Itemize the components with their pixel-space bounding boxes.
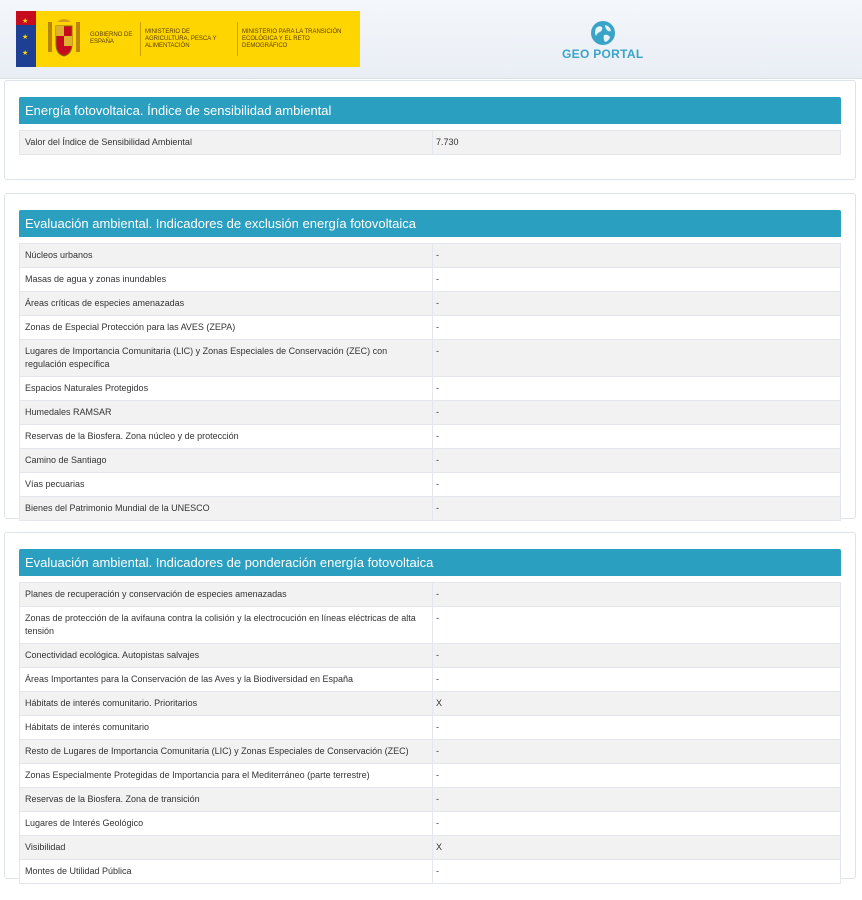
table-row: [20, 340, 841, 377]
row-value: -: [433, 607, 841, 644]
row-value: -: [433, 740, 841, 764]
row-value: X: [433, 692, 841, 716]
row-value: -: [433, 668, 841, 692]
row-value: -: [433, 497, 841, 521]
row-label: Montes de Utilidad Pública: [20, 860, 433, 884]
ministerio-transicion-label: MINISTERIO PARA LA TRANSICIÓN ECOLÓGICA Y EL RETO DEMOGRÁFICO: [237, 22, 356, 56]
table-row: [20, 377, 841, 401]
row-label: Reservas de la Biosfera. Zona de transición: [20, 788, 433, 812]
row-value: -: [433, 788, 841, 812]
data-table: [19, 243, 841, 521]
section-title: Energía fotovoltaica. Índice de sensibilidad ambiental: [19, 97, 841, 124]
table-row: [20, 316, 841, 340]
row-label: Hábitats de interés comunitario: [20, 716, 433, 740]
table-row: [20, 401, 841, 425]
row-value: -: [433, 268, 841, 292]
table-row: [20, 668, 841, 692]
row-value: X: [433, 836, 841, 860]
table-row: [20, 244, 841, 268]
section-title: Evaluación ambiental. Indicadores de ponderación energía fotovoltaica: [19, 549, 841, 576]
row-value: -: [433, 425, 841, 449]
row-value: -: [433, 244, 841, 268]
row-value: -: [433, 583, 841, 607]
row-label: Hábitats de interés comunitario. Prioritarios: [20, 692, 433, 716]
table-row: [20, 716, 841, 740]
row-label: Planes de recuperación y conservación de especies amenazadas: [20, 583, 433, 607]
geo-portal-label: GEO PORTAL: [562, 47, 644, 61]
gobierno-label: GOBIERNO DE ESPAÑA: [90, 32, 133, 45]
table-row: [20, 860, 841, 884]
row-value: -: [433, 401, 841, 425]
table-row: [20, 131, 841, 155]
row-label: Espacios Naturales Protegidos: [20, 377, 433, 401]
table-row: [20, 497, 841, 521]
ministerio-agricultura-label: MINISTERIO DE AGRICULTURA, PESCA Y ALIMENTACIÓN: [140, 22, 237, 56]
row-label: Conectividad ecológica. Autopistas salvajes: [20, 644, 433, 668]
data-table: [19, 582, 841, 884]
table-row: [20, 607, 841, 644]
row-label: Áreas críticas de especies amenazadas: [20, 292, 433, 316]
row-value: -: [433, 812, 841, 836]
panel-sensitivity-index: [4, 80, 856, 180]
globe-icon: [590, 20, 616, 46]
row-value: -: [433, 644, 841, 668]
row-label: Zonas de protección de la avifauna contra la colisión y la electrocución en líneas eléctricas de alta tensión: [20, 607, 433, 644]
row-value: -: [433, 473, 841, 497]
table-row: [20, 836, 841, 860]
row-value: -: [433, 340, 841, 377]
panel-weighting-indicators: [4, 532, 856, 879]
page-header: [0, 0, 862, 79]
table-row: [20, 740, 841, 764]
row-value: 7.730: [433, 131, 841, 155]
row-label: Lugares de Importancia Comunitaria (LIC) y Zonas Especiales de Conservación (ZEC) con regulación específica: [20, 340, 433, 377]
row-label: Áreas Importantes para la Conservación de las Aves y la Biodiversidad en España: [20, 668, 433, 692]
table-row: [20, 268, 841, 292]
row-label: Vías pecuarias: [20, 473, 433, 497]
table-row: [20, 425, 841, 449]
table-row: [20, 292, 841, 316]
table-row: [20, 812, 841, 836]
table-row: [20, 692, 841, 716]
row-value: -: [433, 860, 841, 884]
row-label: Valor del Índice de Sensibilidad Ambiental: [20, 131, 433, 155]
data-table: [19, 130, 841, 155]
table-row: [20, 764, 841, 788]
row-value: -: [433, 292, 841, 316]
row-label: Zonas Especialmente Protegidas de Importancia para el Mediterráneo (parte terrestre): [20, 764, 433, 788]
row-label: Resto de Lugares de Importancia Comunitaria (LIC) y Zonas Especiales de Conservación (ZEC): [20, 740, 433, 764]
row-value: -: [433, 377, 841, 401]
government-banner[interactable]: [16, 11, 360, 67]
row-label: Masas de agua y zonas inundables: [20, 268, 433, 292]
spain-coat-of-arms-icon: [42, 14, 86, 64]
row-label: Bienes del Patrimonio Mundial de la UNESCO: [20, 497, 433, 521]
section-title: Evaluación ambiental. Indicadores de exclusión energía fotovoltaica: [19, 210, 841, 237]
table-row: [20, 449, 841, 473]
table-row: [20, 644, 841, 668]
table-row: [20, 583, 841, 607]
row-label: Zonas de Especial Protección para las AVES (ZEPA): [20, 316, 433, 340]
row-value: -: [433, 716, 841, 740]
row-label: Camino de Santiago: [20, 449, 433, 473]
panel-exclusion-indicators: [4, 193, 856, 519]
table-row: [20, 788, 841, 812]
row-label: Lugares de Interés Geológico: [20, 812, 433, 836]
row-label: Núcleos urbanos: [20, 244, 433, 268]
row-value: -: [433, 449, 841, 473]
row-value: -: [433, 764, 841, 788]
geo-portal-logo[interactable]: [562, 20, 643, 61]
eu-flag-stripe: ★ ★ ★: [16, 11, 36, 67]
row-label: Visibilidad: [20, 836, 433, 860]
row-label: Humedales RAMSAR: [20, 401, 433, 425]
row-label: Reservas de la Biosfera. Zona núcleo y de protección: [20, 425, 433, 449]
row-value: -: [433, 316, 841, 340]
table-row: [20, 473, 841, 497]
